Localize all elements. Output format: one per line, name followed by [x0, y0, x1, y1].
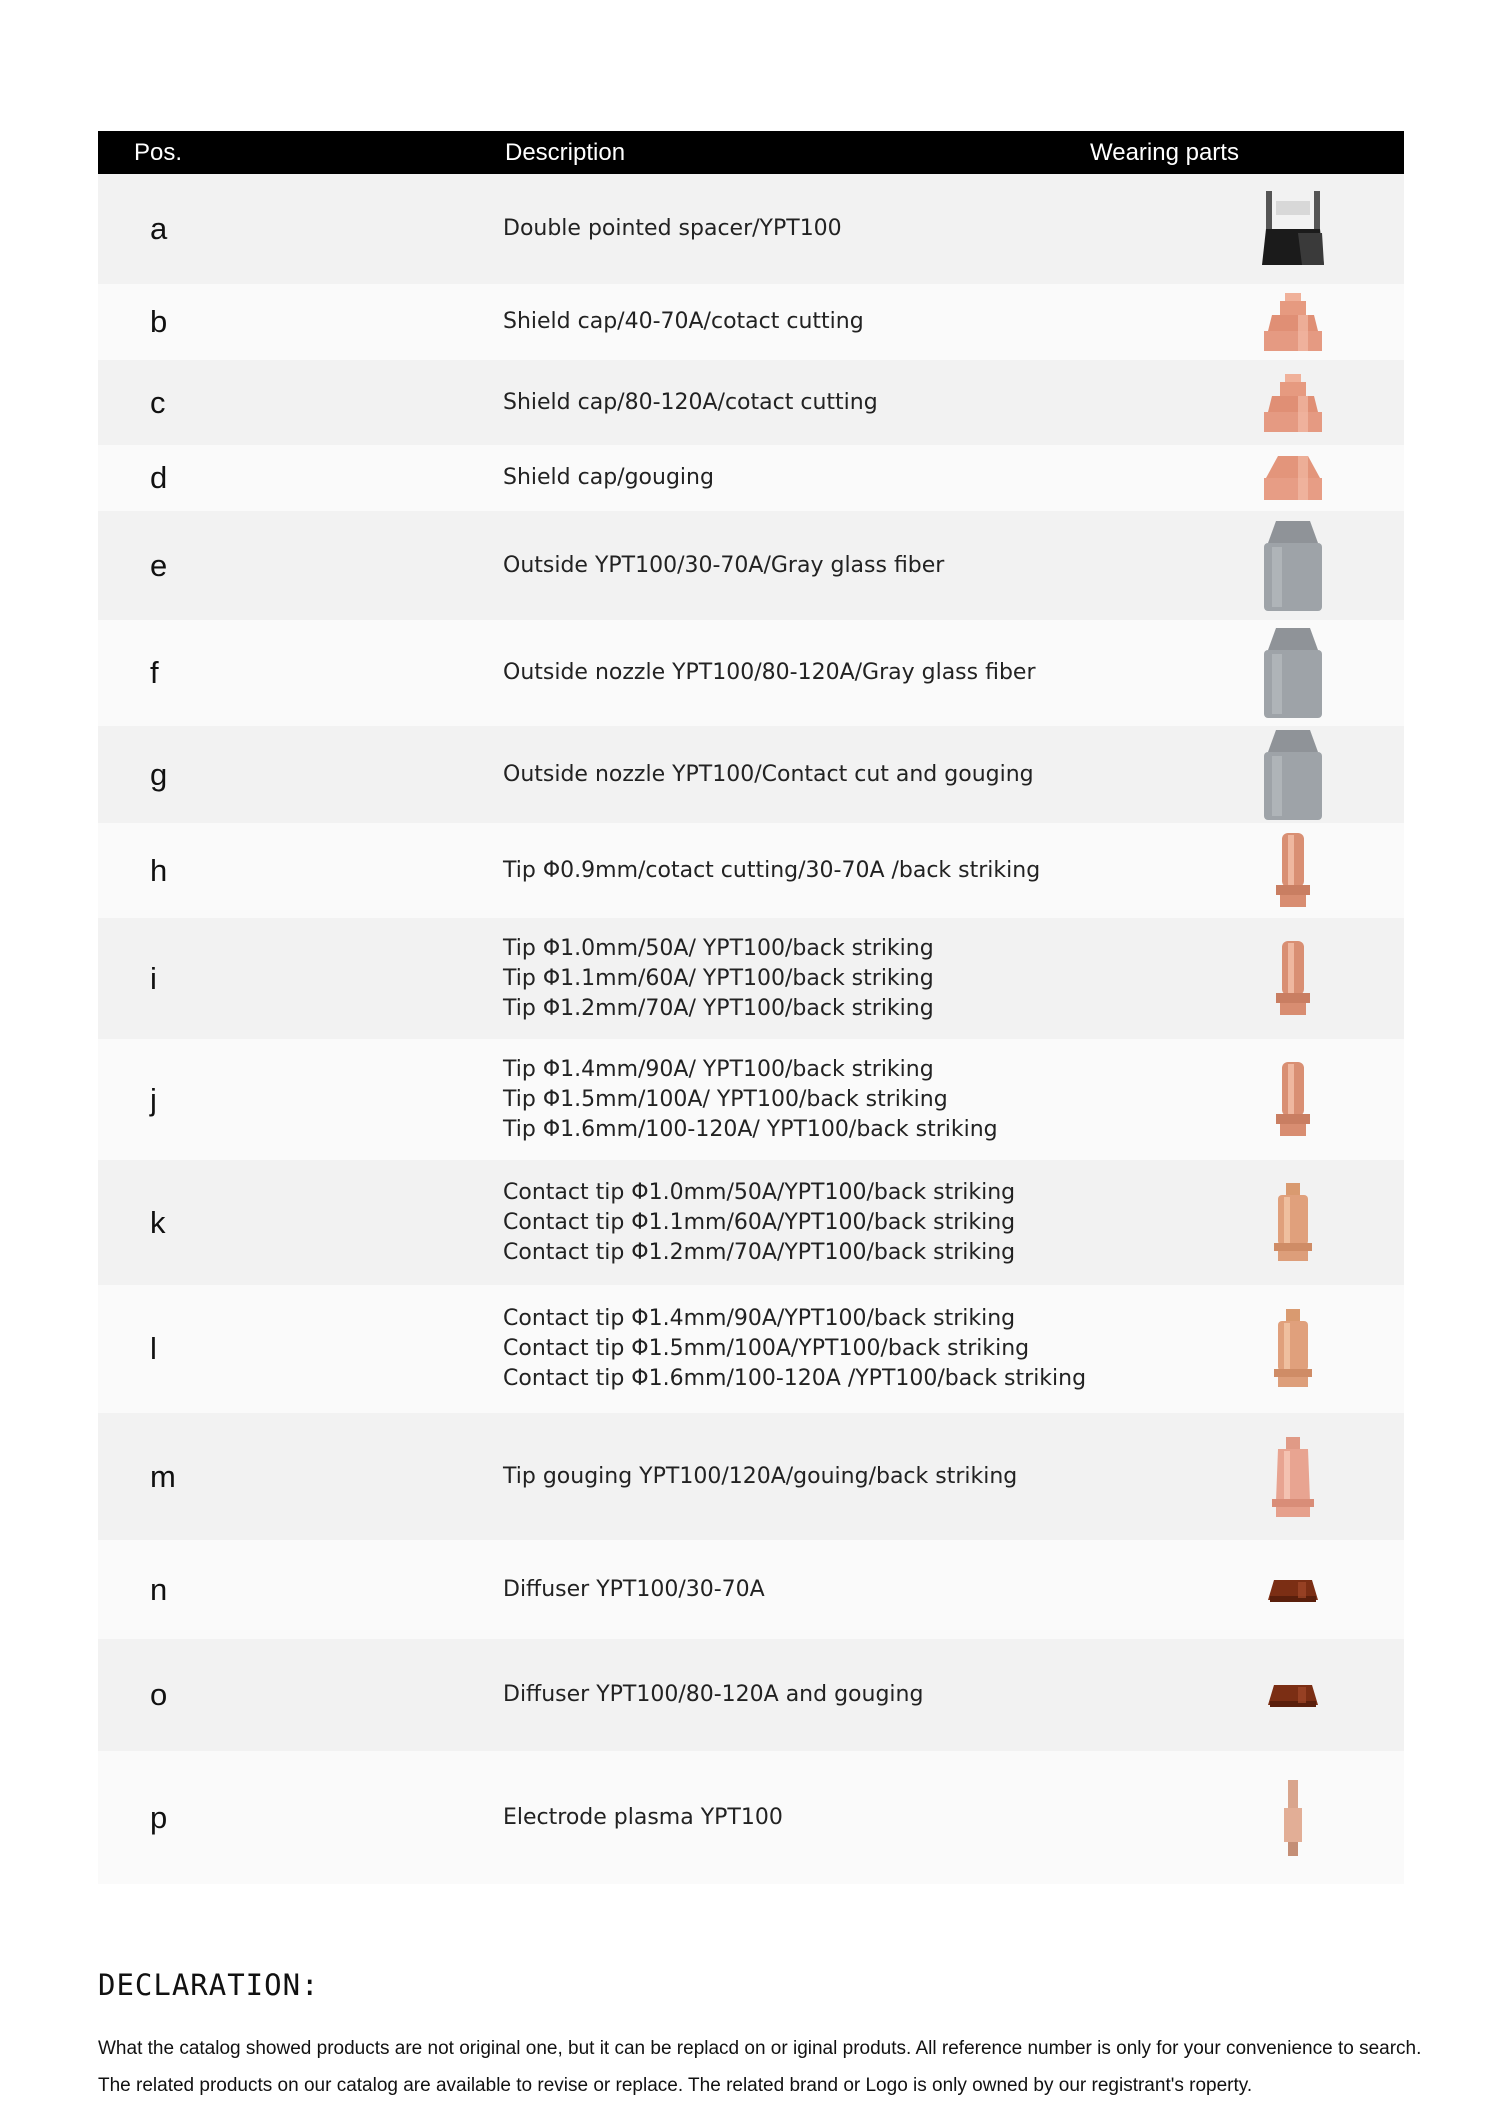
row-description — [503, 1304, 1086, 1394]
outside-nozzle-icon — [1258, 517, 1328, 615]
row-pos: g — [150, 756, 168, 792]
header-pos: Pos. — [134, 139, 183, 166]
table-row — [98, 823, 1404, 918]
row-pos: p — [150, 1799, 168, 1835]
description-line: Tip Φ0.9mm/cotact cutting/30-70A /back striking — [503, 857, 1041, 883]
row-pos: l — [150, 1331, 157, 1366]
table-row — [98, 918, 1404, 1039]
description-line: Contact tip Φ1.5mm/100A/YPT100/back striking — [503, 1336, 1030, 1361]
description-line: Shield cap/80-120A/cotact cutting — [503, 389, 878, 415]
description-line: Tip Φ1.0mm/50A/ YPT100/back striking — [503, 935, 934, 961]
declaration-line: What the catalog showed products are not original one, but it can be replacd on or iginal produts. All reference number is only for your convenience to search. — [98, 2038, 1422, 2059]
outside-nozzle-icon — [1258, 624, 1328, 722]
table-row — [98, 1285, 1404, 1413]
declaration-line: The related products on our catalog are available to revise or replace. The related brand or Logo is only owned by our registrant's roperty. — [98, 2075, 1253, 2096]
row-pos: e — [150, 547, 168, 583]
row-description — [503, 388, 878, 418]
table-row — [98, 1413, 1404, 1540]
row-pos: k — [150, 1204, 166, 1240]
tip-icon — [1258, 939, 1328, 1019]
double-pointed-spacer-icon — [1258, 189, 1328, 269]
table-row — [98, 360, 1404, 445]
row-description — [503, 1803, 783, 1833]
tip-icon — [1258, 831, 1328, 911]
description-line: Double pointed spacer/YPT100 — [503, 216, 842, 241]
row-description — [503, 934, 934, 1024]
table-row — [98, 174, 1404, 284]
tip-icon — [1258, 1060, 1328, 1140]
description-line: Shield cap/40-70A/cotact cutting — [503, 309, 864, 334]
table-header — [98, 131, 1404, 174]
description-line: Tip Φ1.4mm/90A/ YPT100/back striking — [503, 1056, 934, 1082]
description-line: Outside nozzle YPT100/80-120A/Gray glass fiber — [503, 660, 1036, 685]
description-line: Diffuser YPT100/80-120A and gouging — [503, 1682, 924, 1707]
table-row — [98, 620, 1404, 726]
description-line: Electrode plasma YPT100 — [503, 1804, 783, 1830]
gouging-tip-icon — [1258, 1435, 1328, 1519]
description-line: Tip Φ1.6mm/100-120A/ YPT100/back striking — [503, 1116, 998, 1142]
row-pos: m — [150, 1458, 176, 1494]
outside-nozzle-icon — [1258, 726, 1328, 824]
table-row — [98, 1639, 1404, 1751]
row-pos: b — [150, 304, 168, 339]
description-line: Contact tip Φ1.6mm/100-120A /YPT100/back striking — [503, 1366, 1087, 1391]
row-pos: o — [150, 1677, 168, 1712]
description-line: Outside YPT100/30-70A/Gray glass fiber — [503, 552, 945, 578]
table-row — [98, 1540, 1404, 1639]
row-pos: a — [150, 211, 168, 246]
table-row — [98, 1039, 1404, 1160]
row-description — [503, 1178, 1015, 1268]
description-line: Tip gouging YPT100/120A/gouing/back striking — [503, 1463, 1018, 1489]
row-description — [503, 214, 842, 244]
diffuser-icon — [1258, 1681, 1328, 1709]
declaration-title: DECLARATION: — [98, 1968, 320, 2002]
row-pos: f — [150, 655, 159, 690]
diffuser-icon — [1258, 1576, 1328, 1604]
row-description — [503, 1680, 923, 1710]
contact-tip-icon — [1258, 1181, 1328, 1265]
contact-tip-icon — [1258, 1307, 1328, 1391]
row-description — [503, 856, 1040, 886]
row-pos: h — [150, 852, 168, 888]
row-pos: n — [150, 1571, 168, 1607]
row-description — [503, 551, 944, 581]
table-row — [98, 511, 1404, 620]
shield-cap-gouging-icon — [1258, 452, 1328, 504]
row-pos: i — [150, 960, 157, 996]
table-row — [98, 1160, 1404, 1285]
header-wearing-parts: Wearing parts — [1090, 139, 1239, 166]
row-description — [503, 760, 1034, 790]
table-row — [98, 445, 1404, 511]
row-description — [503, 658, 1036, 688]
description-line: Contact tip Φ1.4mm/90A/YPT100/back striking — [503, 1306, 1016, 1331]
description-line: Tip Φ1.2mm/70A/ YPT100/back striking — [503, 995, 934, 1021]
description-line: Contact tip Φ1.0mm/50A/YPT100/back striking — [503, 1179, 1016, 1205]
row-description — [503, 307, 864, 337]
description-line: Outside nozzle YPT100/Contact cut and gouging — [503, 761, 1034, 787]
row-pos: c — [150, 384, 166, 420]
description-line: Tip Φ1.5mm/100A/ YPT100/back striking — [503, 1086, 948, 1112]
shield-cap-icon — [1258, 291, 1328, 353]
table-body — [98, 174, 1404, 1884]
shield-cap-icon — [1258, 372, 1328, 434]
description-line: Tip Φ1.1mm/60A/ YPT100/back striking — [503, 965, 934, 991]
row-description — [503, 463, 714, 493]
row-pos: j — [150, 1081, 157, 1117]
table-row — [98, 284, 1404, 360]
description-line: Diffuser YPT100/30-70A — [503, 1576, 765, 1602]
row-description — [503, 1055, 998, 1145]
row-pos: d — [150, 460, 168, 495]
parts-table — [98, 131, 1404, 1884]
description-line: Contact tip Φ1.2mm/70A/YPT100/back striking — [503, 1239, 1016, 1265]
table-row — [98, 726, 1404, 823]
declaration-text — [98, 2030, 1498, 2104]
row-description — [503, 1575, 765, 1605]
description-line: Shield cap/gouging — [503, 465, 714, 490]
description-line: Contact tip Φ1.1mm/60A/YPT100/back striking — [503, 1209, 1016, 1235]
header-description: Description — [505, 139, 626, 166]
table-row — [98, 1751, 1404, 1884]
electrode-icon — [1258, 1778, 1328, 1858]
row-description — [503, 1462, 1017, 1492]
